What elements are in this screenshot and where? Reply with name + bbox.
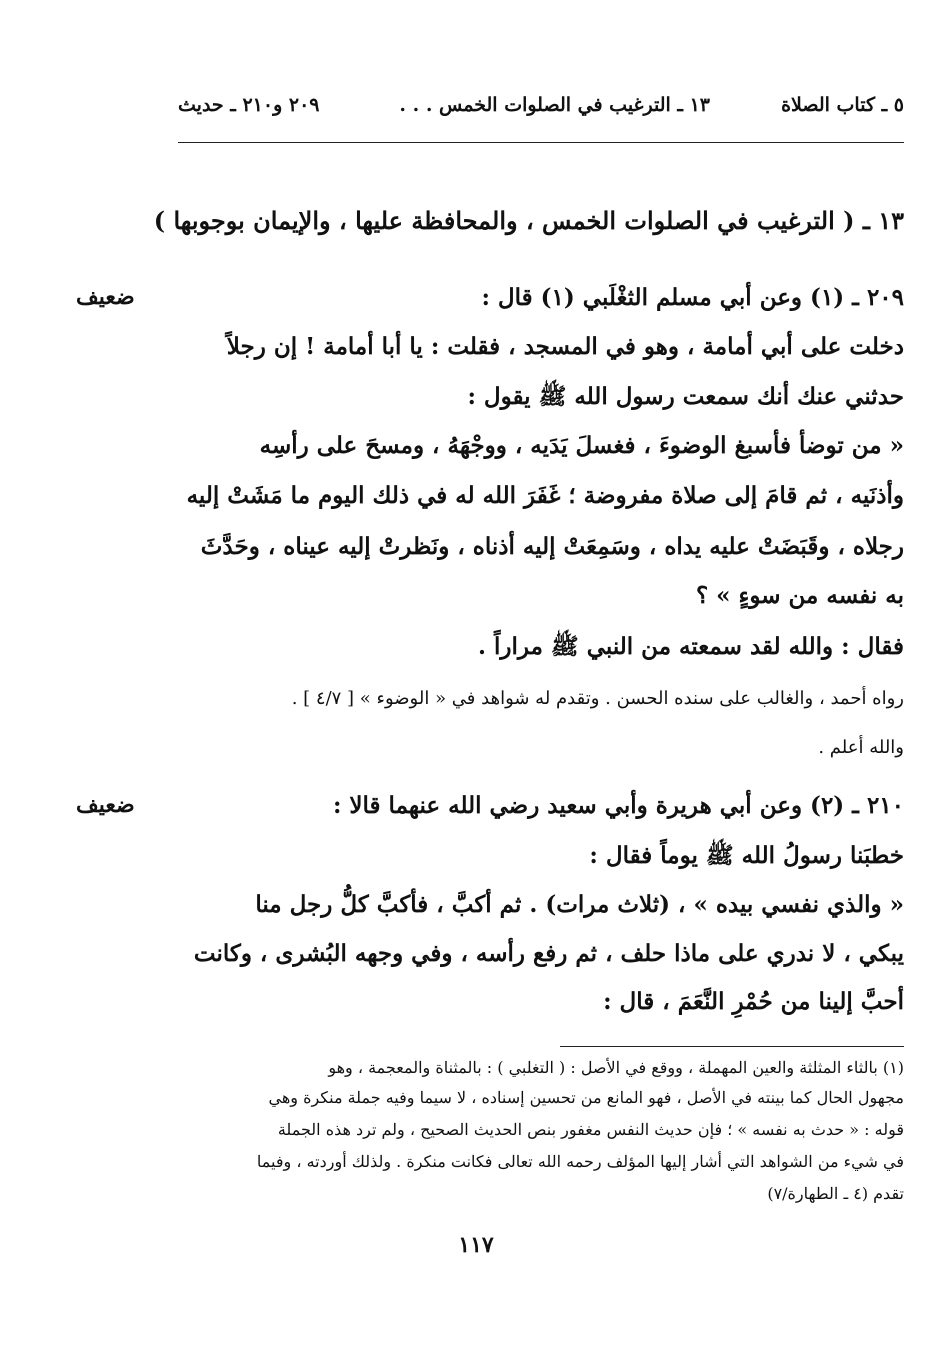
header-divider	[178, 142, 904, 143]
hadith-209-source: رواه أحمد ، والغالب على سنده الحسن . وتقدم له شواهد في « الوضوء » [ ٤/٧ ] .	[291, 688, 904, 709]
chapter-title: ١٣ ـ ( الترغيب في الصلوات الخمس ، والمحافظة عليها ، والإيمان بوجوبها )	[153, 206, 904, 235]
hadith-210-line: يبكي ، لا ندري على ماذا حلف ، ثم رفع رأسه ، وفي وجهه البُشرى ، وكانت	[193, 940, 904, 967]
hadith-209-grade: ضعيف	[76, 284, 135, 310]
footnote-divider	[560, 1046, 904, 1047]
hadith-210-line: خطبَنا رسولُ الله ﷺ يوماً فقال :	[589, 842, 904, 869]
hadith-209-line: ٢٠٩ ـ (١) وعن أبي مسلم الثغْلَبي (١) قال :	[481, 284, 904, 311]
hadith-209-line: فقال : والله لقد سمعته من النبي ﷺ مراراً .	[478, 633, 904, 660]
footnote-line: تقدم (٤ ـ الطهارة/٧)	[767, 1184, 904, 1203]
hadith-210-line: « والذي نفسي بيده » ، (ثلاث مرات) . ثم أكبَّ ، فأكبَّ كلُّ رجل منا	[255, 891, 904, 918]
hadith-210-line: أحبَّ إلينا من حُمْرِ النَّعَمَ ، قال :	[603, 988, 904, 1015]
hadith-209-line: رجلاه ، وقَبَضَتْ عليه يداه ، وسَمِعَتْ إليه أذناه ، ونَظرتْ إليه عيناه ، وحَدَّثَ	[200, 533, 904, 560]
hadith-210-grade: ضعيف	[76, 792, 135, 818]
hadith-209-closing: والله أعلم .	[818, 737, 904, 758]
hadith-209-line: وأذنَيه ، ثم قامَ إلى صلاة مفروضة ؛ غَفَرَ الله له في ذلك اليوم ما مَشَتْ إليه	[186, 482, 904, 509]
hadith-209-line: دخلت على أبي أمامة ، وهو في المسجد ، فقلت : يا أبا أمامة ! إن رجلاً	[226, 333, 904, 360]
hadith-209-line: به نفسه من سوءٍ » ؟	[695, 582, 904, 609]
header-chapter-title: ١٣ ـ الترغيب في الصلوات الخمس . . .	[399, 94, 710, 116]
footnote-line: في شيء من الشواهد التي أشار إليها المؤلف رحمه الله تعالى فكانت منكرة . ولذلك أوردته ، وفيما	[256, 1152, 904, 1171]
header-hadith-range: ٢٠٩ و٢١٠ ـ حديث	[178, 94, 320, 116]
hadith-210-line: ٢١٠ ـ (٢) وعن أبي هريرة وأبي سعيد رضي الله عنهما قالا :	[332, 792, 904, 819]
footnote-line: قوله : « حدث به نفسه » ؛ فإن حديث النفس مغفور بنص الحديث الصحيح ، ولم ترد هذه الجملة	[277, 1120, 904, 1139]
footnote-line: مجهول الحال كما بينته في الأصل ، فهو المانع من تحسين إسناده ، لا سيما وفيه جملة منكرة وهي	[268, 1088, 904, 1107]
footnote-line: (١) بالثاء المثلثة والعين المهملة ، ووقع في الأصل : ( التغلبي ) : بالمثناة والمعجمة ، وهو	[328, 1058, 904, 1077]
hadith-209-line: « من توضأ فأسبغ الوضوءَ ، فغسلَ يَدَيه ، ووجْهَهُ ، ومسحَ على رأسِه	[259, 432, 904, 459]
hadith-209-line: حدثني عنك أنك سمعت رسول الله ﷺ يقول :	[467, 383, 904, 410]
header-book-title: ٥ ـ كتاب الصلاة	[781, 94, 904, 116]
page-number: ١١٧	[458, 1232, 494, 1258]
